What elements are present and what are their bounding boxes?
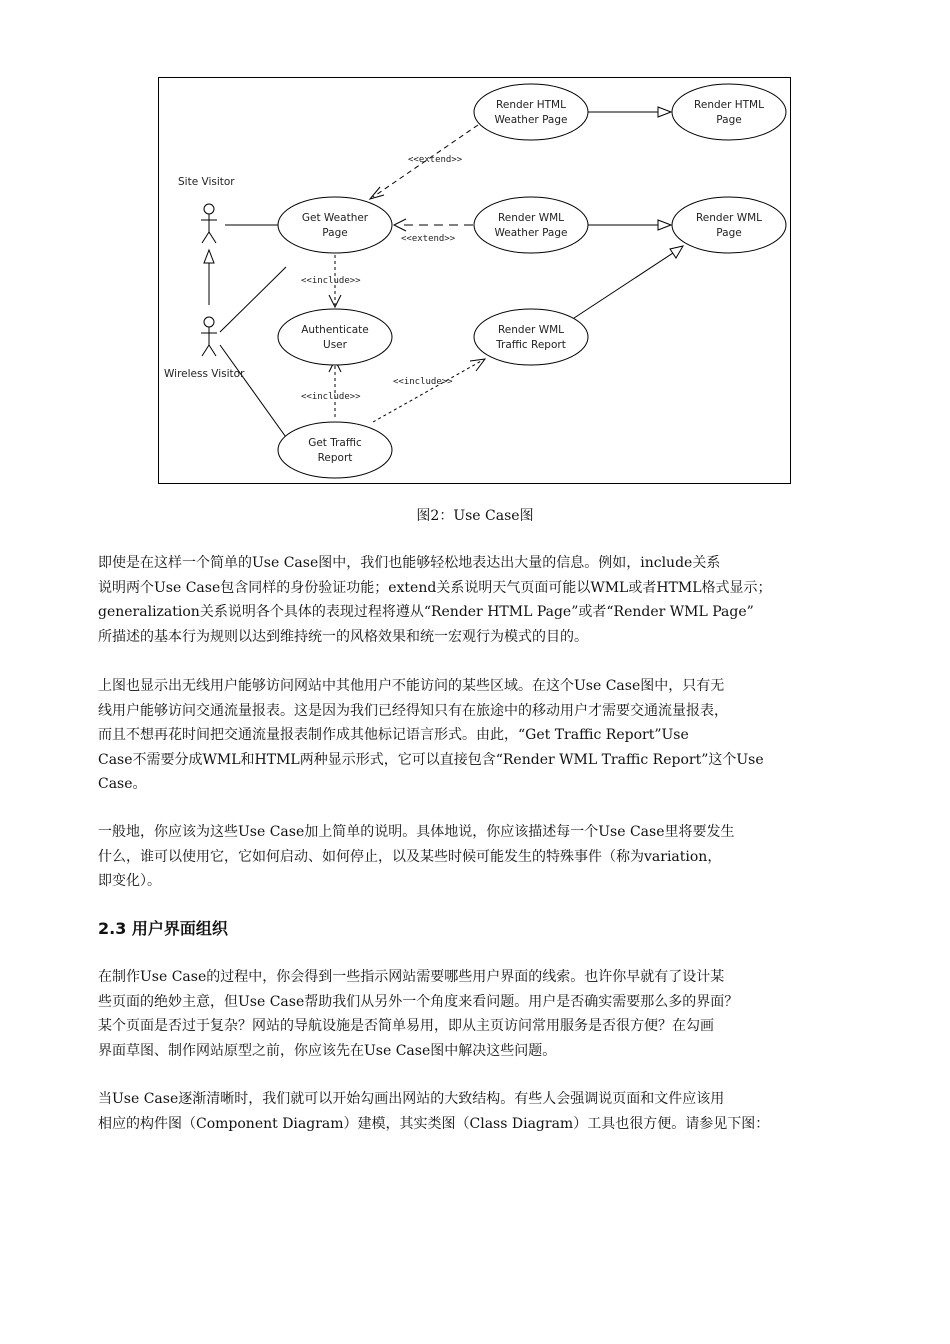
label-render-html-weather-2: Weather Page xyxy=(494,114,568,126)
paragraph-line: 一般地，你应该为这些Use Case加上简单的说明。具体地说，你应该描述每一个Use Case里将要发生 xyxy=(98,824,735,840)
paragraph-line: 线用户能够访问交通流量报表。这是因为我们已经得知只有在旅途中的移动用户才需要交通流量报表， xyxy=(98,702,728,719)
usecase-render-wml-weather xyxy=(474,197,588,253)
paragraph-line: 即使是在这样一个简单的Use Case图中，我们也能够轻松地表达出大量的信息。例如，include关系 xyxy=(98,555,721,571)
label-render-wml-weather-1: Render WML xyxy=(497,212,565,224)
stereotype-extend-mid: <<extend>> xyxy=(401,234,456,244)
label-render-html-weather-1: Render HTML xyxy=(496,99,566,111)
paragraph-line: generalization关系说明各个具体的表现过程将遵从“Render HTML Page”或者“Render WML Page” xyxy=(98,604,754,620)
actor-label-site-visitor: Site Visitor xyxy=(178,176,235,188)
section-heading: 2.3 用户界面组织 xyxy=(98,919,228,938)
paragraph-line: 相应的构件图（Component Diagram）建模，其实类图（Class Diagram）工具也很方便。请参见下图： xyxy=(98,1115,770,1132)
paragraph-line: Case。 xyxy=(98,776,147,792)
usecase-render-html-weather xyxy=(474,84,588,140)
label-render-wml-weather-2: Weather Page xyxy=(494,227,568,239)
label-render-wml-traffic-2: Traffic Report xyxy=(496,339,566,351)
paragraph-line: 说明两个Use Case包含同样的身份验证功能；extend关系说明天气页面可能以WML或者HTML格式显示； xyxy=(98,579,772,596)
paragraph-line: 某个页面是否过于复杂？网站的导航设施是否简单易用，即从主页访问常用服务是否很方便？在勾画 xyxy=(98,1018,714,1034)
paragraph-5 xyxy=(98,1087,858,1136)
paragraph-line: 在制作Use Case的过程中，你会得到一些指示网站需要哪些用户界面的线索。也许你早就有了设计某 xyxy=(98,969,725,985)
paragraph-3 xyxy=(98,820,858,894)
paragraph-line: 当Use Case逐渐清晰时，我们就可以开始勾画出网站的大致结构。有些人会强调说页面和文件应该用 xyxy=(98,1091,725,1107)
label-get-weather-1: Get Weather xyxy=(301,212,369,224)
paragraph-1 xyxy=(98,551,858,649)
usecase-get-weather-page xyxy=(278,197,392,253)
label-render-wml-traffic-1: Render WML xyxy=(497,324,565,336)
paragraph-line: 界面草图、制作网站原型之前，你应该先在Use Case图中解决这些问题。 xyxy=(98,1042,557,1059)
label-get-weather-2: Page xyxy=(322,227,348,239)
label-render-wml-page-1: Render WML xyxy=(695,212,763,224)
stereotype-extend-top: <<extend>> xyxy=(408,155,463,165)
usecase-render-html-page xyxy=(672,84,786,140)
paragraph-line: 而且不想再花时间把交通流量报表制作成其他标记语言形式。由此，“Get Traffic Report”Use xyxy=(98,727,689,743)
figure-caption: 图2：Use Case图 xyxy=(416,508,534,524)
paragraph-line: 些页面的绝妙主意，但Use Case帮助我们从另外一个角度来看问题。用户是否确实需要那么多的界面？ xyxy=(98,993,739,1010)
label-authenticate-1: Authenticate xyxy=(301,324,369,336)
label-get-traffic-2: Report xyxy=(317,452,353,464)
stereotype-include-top: <<include>> xyxy=(301,276,361,286)
actor-label-wireless-visitor: Wireless Visitor xyxy=(164,368,245,380)
usecase-authenticate-user xyxy=(278,309,392,365)
paragraph-2 xyxy=(98,674,858,797)
label-authenticate-2: User xyxy=(323,339,347,351)
usecase-render-wml-traffic xyxy=(474,309,588,365)
usecase-render-wml-page xyxy=(672,197,786,253)
label-render-html-page-1: Render HTML xyxy=(694,99,764,111)
stereotype-include-right: <<include>> xyxy=(393,377,453,387)
paragraph-line: 什么，谁可以使用它，它如何启动、如何停止，以及某些时候可能发生的特殊事件（称为variation， xyxy=(98,848,722,865)
paragraph-line: 即变化）。 xyxy=(98,873,161,889)
paragraph-4 xyxy=(98,965,858,1063)
use-case-svg xyxy=(158,77,791,484)
paragraph-line: 上图也显示出无线用户能够访问网站中其他用户不能访问的某些区域。在这个Use Case图中，只有无 xyxy=(98,678,725,694)
usecase-get-traffic-report xyxy=(278,422,392,478)
paragraph-line: Case不需要分成WML和HTML两种显示形式，它可以直接包含“Render WML Traffic Report”这个Use xyxy=(98,751,764,768)
label-get-traffic-1: Get Traffic xyxy=(308,437,362,449)
label-render-wml-page-2: Page xyxy=(716,227,742,239)
stereotype-include-bottom: <<include>> xyxy=(301,392,361,402)
use-case-diagram xyxy=(158,77,791,484)
label-render-html-page-2: Page xyxy=(716,114,742,126)
paragraph-line: 所描述的基本行为规则以达到维持统一的风格效果和统一宏观行为模式的目的。 xyxy=(98,628,588,645)
